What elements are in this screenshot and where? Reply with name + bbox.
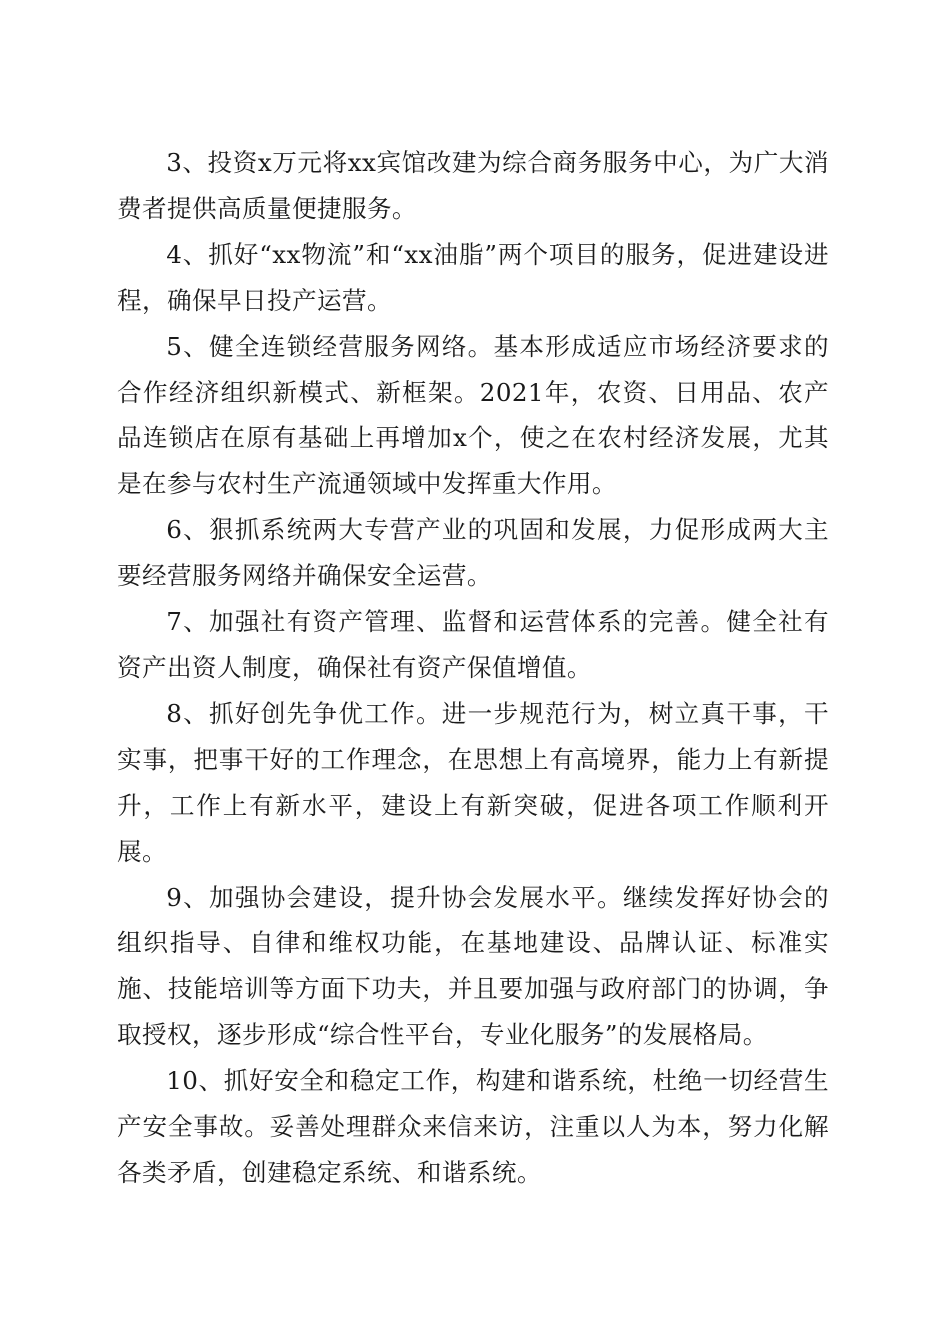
paragraph-item-6: 6、狠抓系统两大专营产业的巩固和发展，力促形成两大主要经营服务网络并确保安全运营。 — [117, 515, 829, 591]
paragraph-item-7: 7、加强社有资产管理、监督和运营体系的完善。健全社有资产出资人制度，确保社有资产保值增值。 — [117, 607, 829, 682]
paragraph-item-5: 5、健全连锁经营服务网络。基本形成适应市场经济要求的合作经济组织新模式、新框架。2021年，农资、日用品、农产品连锁店在原有基础上再增加x个，使之在农村经济发展，尤其是在参与农村生产流通领域中发挥重大作用。 — [117, 331, 829, 499]
document-body — [117, 140, 829, 1196]
paragraph-item-9: 9、加强协会建设，提升协会发展水平。继续发挥好协会的组织指导、自律和维权功能，在基地建设、品牌认证、标准实施、技能培训等方面下功夫，并且要加强与政府部门的协调，争取授权，逐步形成“综合性平台，专业化服务”的发展格局。 — [117, 882, 829, 1050]
paragraph-item-10: 10、抓好安全和稳定工作，构建和谐系统，杜绝一切经营生产安全事故。妥善处理群众来信来访，注重以人为本，努力化解各类矛盾，创建稳定系统、和谐系统。 — [117, 1066, 829, 1187]
paragraph-item-8: 8、抓好创先争优工作。进一步规范行为，树立真干事，干实事，把事干好的工作理念，在思想上有高境界，能力上有新提升，工作上有新水平，建设上有新突破，促进各项工作顺利开展。 — [117, 698, 829, 866]
paragraph-item-4: 4、抓好“xx物流”和“xx油脂”两个项目的服务，促进建设进程，确保早日投产运营。 — [117, 239, 829, 315]
paragraph-item-3: 3、投资x万元将xx宾馆改建为综合商务服务中心，为广大消费者提供高质量便捷服务。 — [117, 148, 829, 223]
